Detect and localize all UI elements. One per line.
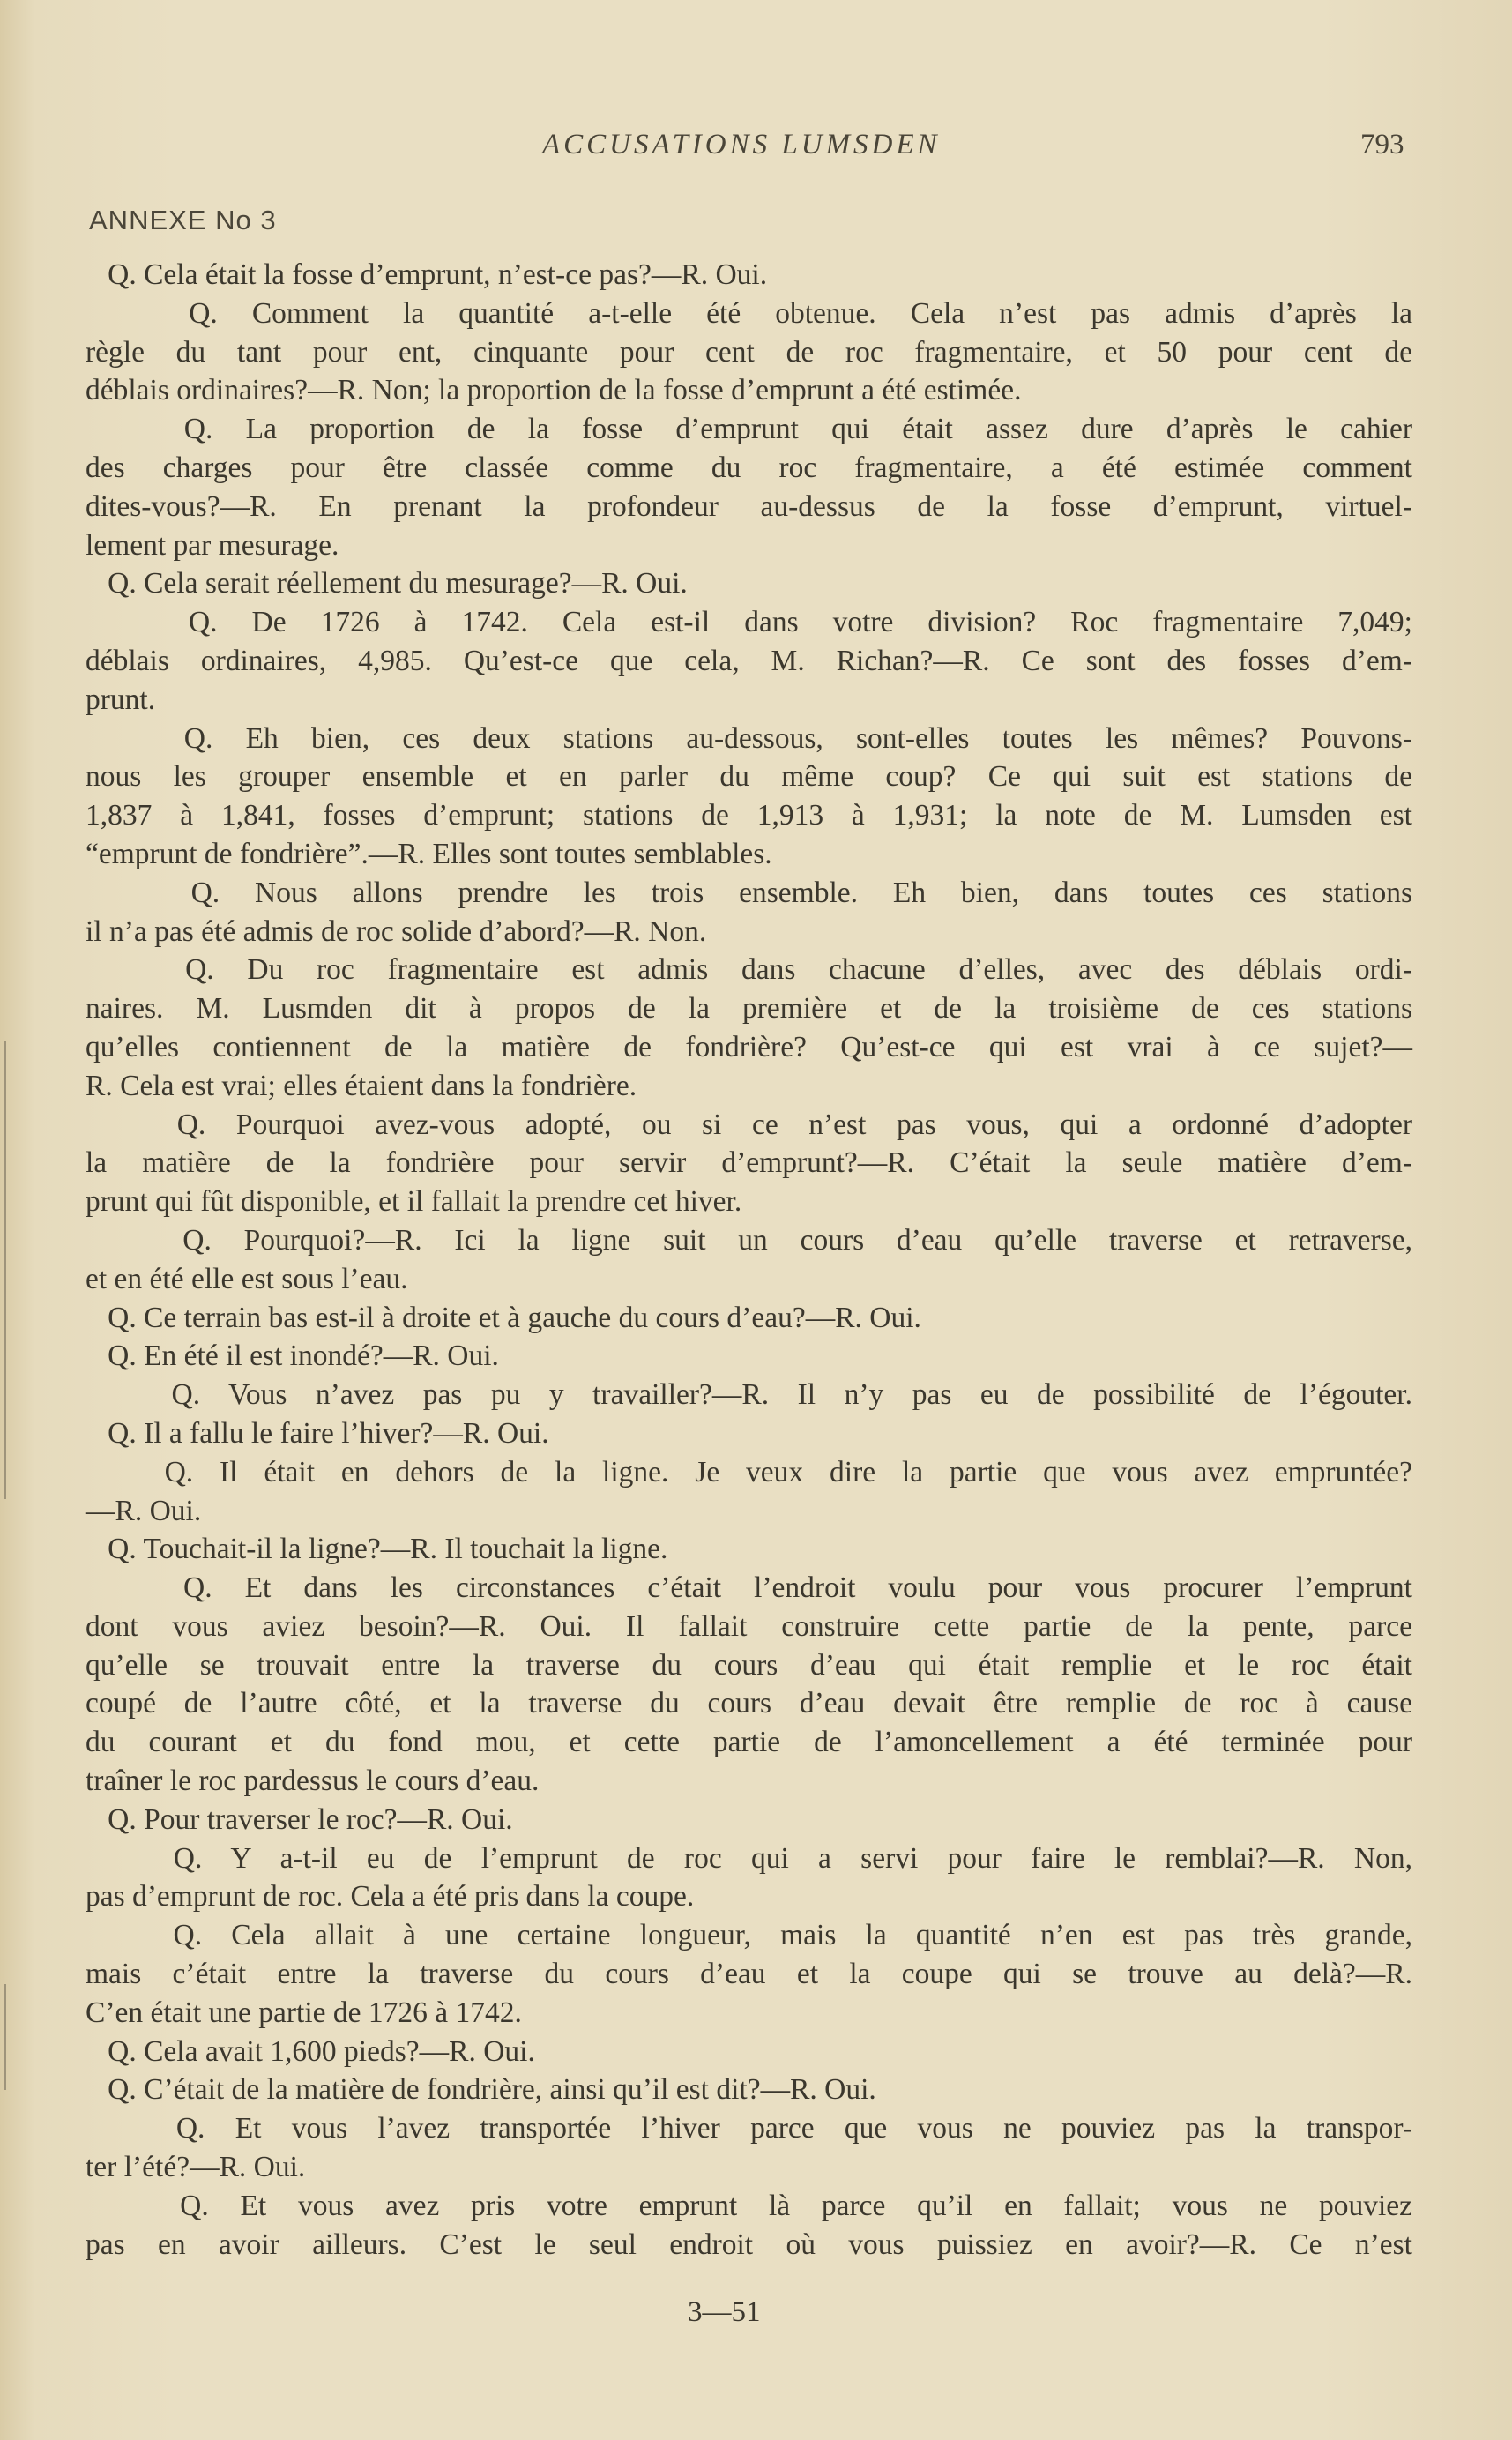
text-line: dites-vous?—R. En prenant la profondeur au-dessus de la fosse d’emprunt, virtuel- — [86, 489, 1412, 523]
text-line: Q. Comment la quantité a-t-elle été obtenue. Cela n’est pas admis d’après la — [86, 296, 1412, 330]
text-line: Q. Cela serait réellement du mesurage?—R. Oui. — [86, 567, 688, 601]
text-line: pas d’emprunt de roc. Cela a été pris dans la coupe. — [86, 1880, 695, 1914]
text-line: Q. Y a-t-il eu de l’emprunt de roc qui a servi pour faire le remblai?—R. Non, — [86, 1841, 1412, 1875]
text-line: prunt. — [86, 683, 156, 716]
text-line: règle du tant pour ent, cinquante pour cent de roc fragmentaire, et 50 pour cent de — [86, 335, 1412, 369]
text-line: il n’a pas été admis de roc solide d’abord?—R. Non. — [86, 914, 707, 948]
text-line: traîner le roc pardessus le cours d’eau. — [86, 1765, 540, 1798]
text-line: R. Cela est vrai; elles étaient dans la fondrière. — [86, 1069, 637, 1102]
page-edge-shadow — [4, 1984, 6, 2090]
text-line: qu’elle se trouvait entre la traverse du cours d’eau qui était remplie et le roc était — [86, 1648, 1412, 1682]
text-line: Q. Cela était la fosse d’emprunt, n’est-ce pas?—R. Oui. — [86, 258, 768, 291]
text-line: nous les grouper ensemble et en parler du même coup? Ce qui suit est stations de — [86, 760, 1412, 794]
text-line: coupé de l’autre côté, et la traverse du cours d’eau devait être remplie de roc à cause — [86, 1687, 1412, 1720]
text-line: Q. Pour traverser le roc?—R. Oui. — [86, 1802, 513, 1836]
text-line: 1,837 à 1,841, fosses d’emprunt; stations de 1,913 à 1,931; la note de M. Lumsden est — [86, 799, 1412, 832]
text-line: Q. En été il est inondé?—R. Oui. — [86, 1339, 499, 1373]
text-line: déblais ordinaires, 4,985. Qu’est-ce que cela, M. Richan?—R. Ce sont des fosses d’em- — [86, 644, 1412, 677]
text-line: déblais ordinaires?—R. Non; la proportion de la fosse d’emprunt a été estimée. — [86, 374, 1022, 407]
text-line: Q. Nous allons prendre les trois ensemble. Eh bien, dans toutes ces stations — [86, 876, 1412, 909]
text-line: Q. Ce terrain bas est-il à droite et à gauche du cours d’eau?—R. Oui. — [86, 1301, 921, 1334]
text-line: C’en était une partie de 1726 à 1742. — [86, 1996, 522, 2029]
text-line: Q. Cela allait à une certaine longueur, mais la quantité n’en est pas très grande, — [86, 1919, 1412, 1952]
text-line: Q. La proportion de la fosse d’emprunt qui était assez dure d’après le cahier — [86, 413, 1412, 446]
text-line: Q. C’était de la matière de fondrière, ainsi qu’il est dit?—R. Oui. — [86, 2073, 876, 2107]
text-line: “emprunt de fondrière”.—R. Elles sont toutes semblables. — [86, 837, 772, 870]
folio-mark: 3—51 — [688, 2296, 761, 2328]
text-line: du courant et du fond mou, et cette partie de l’amoncellement a été terminée pour — [86, 1726, 1412, 1759]
page-edge-shadow — [4, 1041, 6, 1499]
text-line: ter l’été?—R. Oui. — [86, 2151, 306, 2184]
text-line: Q. Et dans les circonstances c’était l’endroit voulu pour vous procurer l’emprunt — [86, 1571, 1412, 1605]
annex-label: ANNEXE No 3 — [89, 205, 277, 235]
text-line: pas en avoir ailleurs. C’est le seul endroit où vous puissiez en avoir?—R. Ce n’est — [86, 2227, 1412, 2261]
text-line: Q. Cela avait 1,600 pieds?—R. Oui. — [86, 2034, 535, 2068]
page-number: 793 — [1360, 129, 1404, 160]
text-line: prunt qui fût disponible, et il fallait la prendre cet hiver. — [86, 1185, 742, 1219]
text-line: dont vous aviez besoin?—R. Oui. Il fallait construire cette partie de la pente, parce — [86, 1609, 1412, 1643]
text-line: et en été elle est sous l’eau. — [86, 1262, 408, 1295]
running-title: ACCUSATIONS LUMSDEN — [542, 129, 941, 160]
text-line: Q. Et vous avez pris votre emprunt là parce qu’il en fallait; vous ne pouviez — [86, 2189, 1412, 2222]
text-line: Q. Touchait-il la ligne?—R. Il touchait la ligne. — [86, 1533, 668, 1566]
text-line: la matière de la fondrière pour servir d’emprunt?—R. C’était la seule matière d’em- — [86, 1146, 1412, 1180]
text-line: naires. M. Lusmden dit à propos de la première et de la troisième de ces stations — [86, 992, 1412, 1026]
text-line: Q. Pourquoi avez-vous adopté, ou si ce n’est pas vous, qui a ordonné d’adopter — [86, 1108, 1412, 1141]
text-line: lement par mesurage. — [86, 528, 339, 562]
text-line: Q. Vous n’avez pas pu y travailler?—R. Il n’y pas eu de possibilité de l’égouter. — [86, 1378, 1412, 1412]
text-line: Q. De 1726 à 1742. Cela est-il dans votre division? Roc fragmentaire 7,049; — [86, 606, 1412, 639]
text-line: Q. Pourquoi?—R. Ici la ligne suit un cours d’eau qu’elle traverse et retraverse, — [86, 1223, 1412, 1257]
text-line: —R. Oui. — [86, 1494, 202, 1527]
text-line: Q. Du roc fragmentaire est admis dans chacune d’elles, avec des déblais ordi- — [86, 953, 1412, 987]
body-text — [86, 256, 1412, 2264]
text-line: Q. Il était en dehors de la ligne. Je veux dire la partie que vous avez empruntée? — [86, 1455, 1412, 1489]
text-line: mais c’était entre la traverse du cours d’eau et la coupe qui se trouve au delà?—R. — [86, 1958, 1412, 1991]
text-line: Q. Et vous l’avez transportée l’hiver parce que vous ne pouviez pas la transpor- — [86, 2112, 1412, 2145]
text-line: Q. Eh bien, ces deux stations au-dessous, sont-elles toutes les mêmes? Pouvons- — [86, 721, 1412, 755]
text-line: qu’elles contiennent de la matière de fondrière? Qu’est-ce qui est vrai à ce sujet?— — [86, 1030, 1412, 1063]
text-line: Q. Il a fallu le faire l’hiver?—R. Oui. — [86, 1416, 549, 1450]
text-line: des charges pour être classée comme du roc fragmentaire, a été estimée comment — [86, 451, 1412, 484]
